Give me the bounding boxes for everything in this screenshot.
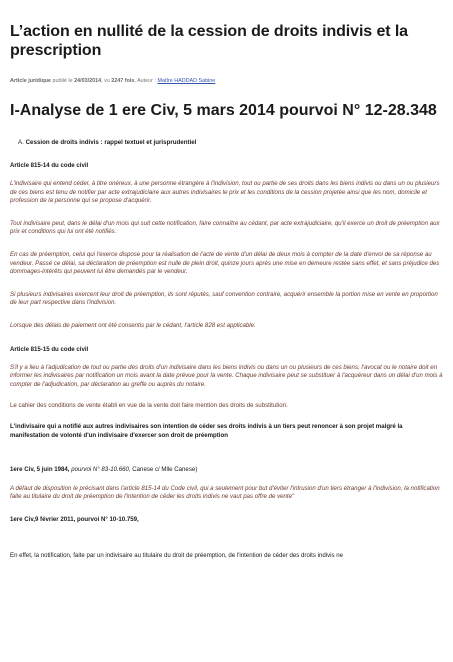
citation-1-court: 1ere Civ, 5 juin 1984, — [10, 466, 70, 474]
view-count: 2247 fois — [111, 78, 135, 84]
paragraph-4: Si plusieurs indivisaires exercent leur droit de préemption, ils sont réputés, sauf convention contraire, acquérir ensemble la portion mise en vente en proportion de leur part respective dans l'indivision. — [10, 290, 438, 307]
paragraph-5: Lorsque des délais de paiement ont été consentis par le cédant, l'article 828 est applicable. — [10, 321, 256, 329]
article-type: Article juridique — [10, 78, 52, 84]
published-text: publié le — [51, 78, 75, 84]
paragraph-2: Tout indivisaire peut, dans le délai d'un mois qui suit cette notification, faire connaître au cédant, par acte extrajudiciaire, qu'il exerce un droit de préemption aux prix et conditions qui lui ont été notifiés. — [10, 219, 440, 236]
article-meta — [10, 77, 443, 85]
subsection-title: Cession de droits indivis : rappel textuel et jurisprudentiel — [25, 139, 197, 146]
paragraph-6: S'il y a lieu à l'adjudication de tout ou partie des droits d'un indivisaire dans les biens indivis ou dans un ou plusieurs de ces biens, l'avocat ou le notaire doit en informer les indivisaires par notification un mois avant la date prévue pour la vente. Chaque indivisaire peut se substituer à l'acquéreur dans un délai d'un mois à compter de l'adjudication, par déclaration au greffe ou auprès du notaire. — [10, 363, 443, 388]
paragraph-8-bold: L'indivisaire qui a notifié aux autres indivisaires son intention de céder ses droits indivis à un tiers peut renoncer à son projet malgré la manifestation de volonté d'un indivisaire d'exercer son droit de préemption — [10, 422, 403, 439]
section-heading: I-Analyse de 1 ere Civ, 5 mars 2014 pourvoi N° 12-28.348 — [10, 102, 437, 119]
paragraph-1: L'indivisaire qui entend céder, à titre onéreux, à une personne étrangère à l'indivision, tout ou partie de ses droits dans les biens indivis ou dans un ou plusieurs de ces biens est tenu de notifier par acte extrajudiciaire aux autres indivisaires le prix et les conditions de la cession projetée ainsi que les nom, domicile et profession de la personne qui se propose d'acquérir. — [10, 180, 440, 205]
article-title: L’action en nullité de la cession de droits indivis et la prescription — [10, 23, 408, 59]
paragraph-3: En cas de préemption, celui qui l'exerce dispose pour la réalisation de l'acte de vente d'un délai de deux mois à compter de la date d'envoi de sa réponse au vendeur. Passé ce délai, sa déclaration de préemption est nulle de plein droit, quinze jours après une mise en demeure restée sans effet, et sans préjudice des dommages-intérêts qui peuvent lui être demandés par le vendeur. — [10, 250, 440, 276]
document-page — [0, 22, 453, 662]
subsection-heading — [18, 138, 443, 147]
subsection-letter: A. — [18, 139, 24, 146]
paragraph-7: Le cahier des conditions de vente établi en vue de la vente doit faire mention des droits de substitution. — [10, 402, 288, 410]
views-prefix: , vu — [101, 78, 112, 84]
paragraph-10: En effet, la notification, faite par un indivisaire au titulaire du droit de préemption, de l'intention de céder des droits indivis ne — [10, 552, 344, 560]
paragraph-9: A défaut de disposition le précisant dans l'article 815-14 du Code civil, qui a seulement pour but d'éviter l'intrusion d'un tiers étranger à l'indivision, la notification faite au titulaire du droit de préemption de l'intention de céder les droits indivis ne vaut pas offre de vente" — [10, 484, 440, 501]
case-citation-2: 1ere Civ,9 février 2011, pourvoi N° 10-10.759, — [10, 515, 139, 523]
article-815-14-title: Article 815-14 du code civil — [10, 162, 89, 169]
author-prefix: , Auteur : — [134, 78, 158, 84]
article-815-15-title: Article 815-15 du code civil — [10, 345, 89, 353]
citation-1-parties: , Canese c/ Mlle Canese) — [128, 466, 198, 474]
author-link[interactable]: Maître HADDAD Sabine — [157, 78, 216, 84]
publish-date: 24/03/2014 — [74, 78, 102, 84]
citation-1-pourvoi: pourvoi N° 83-10.660 — [69, 466, 129, 474]
case-citation-1 — [10, 466, 443, 475]
